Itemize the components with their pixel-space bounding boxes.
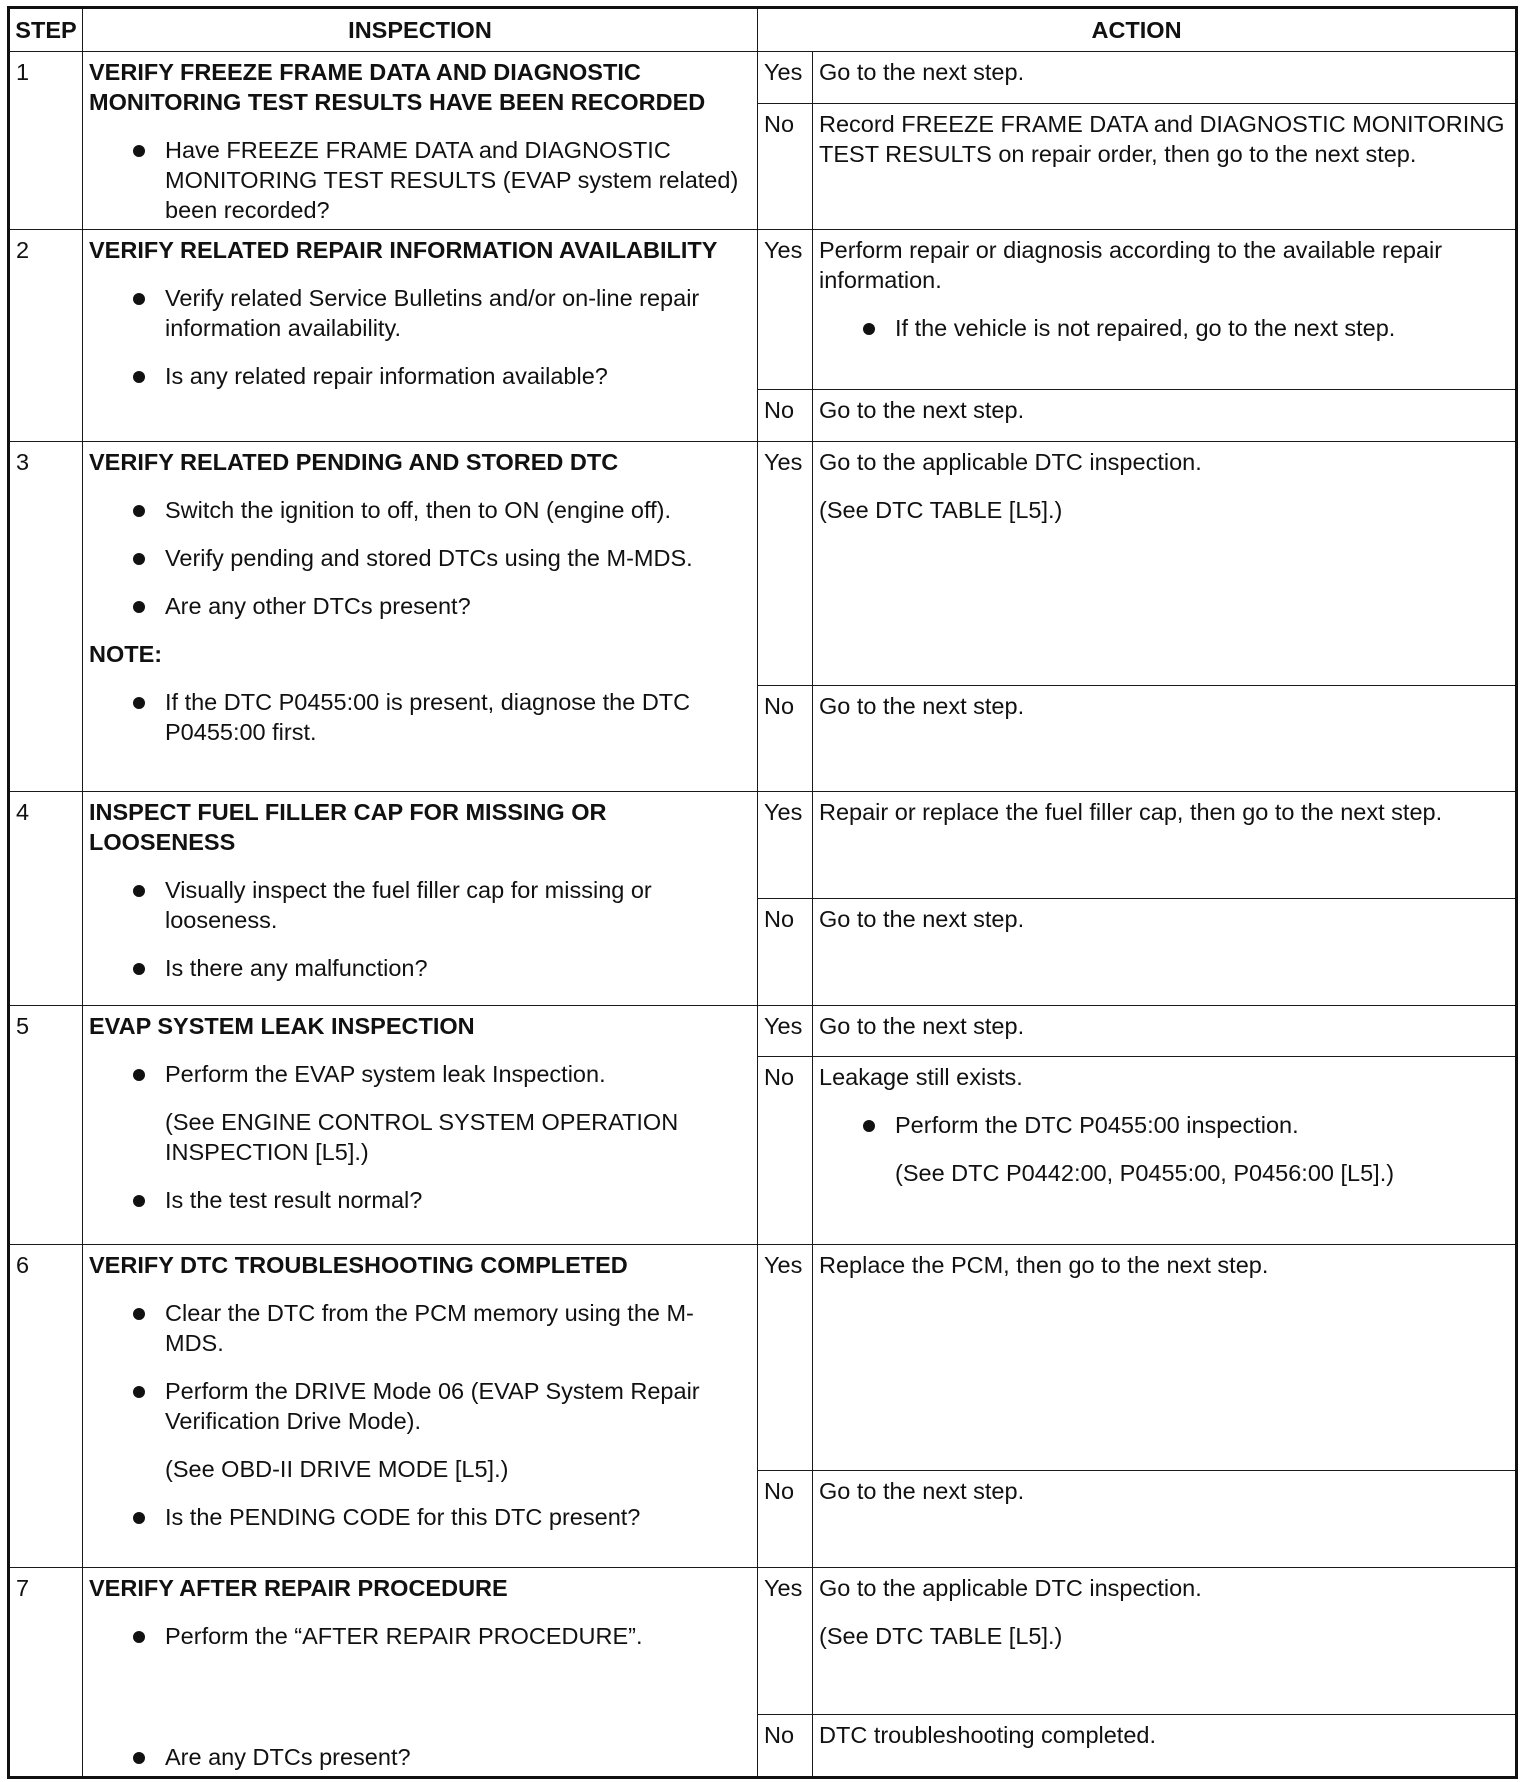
inspection-bullet — [89, 1742, 751, 1772]
bullet-text: Is the test result normal? — [165, 1187, 423, 1214]
bullet-text: Clear the DTC from the PCM memory using the M-MDS. — [165, 1299, 694, 1356]
inspection-bullet — [89, 135, 751, 225]
bullet-icon — [133, 1308, 145, 1320]
inspection-reference: (See OBD-II DRIVE MODE [L5].) — [165, 1455, 509, 1482]
step-2-yes-row — [9, 230, 1517, 389]
step-title: VERIFY RELATED PENDING AND STORED DTC — [89, 448, 619, 475]
step-inspection — [83, 230, 758, 441]
yes-label: Yes — [758, 441, 813, 685]
bullet-icon — [133, 371, 145, 383]
step-title: VERIFY RELATED REPAIR INFORMATION AVAILABILITY — [89, 237, 718, 264]
bullet-text: Is any related repair information available? — [165, 363, 608, 390]
step-3-yes-row — [9, 441, 1517, 685]
bullet-icon — [133, 505, 145, 517]
yes-action: Repair or replace the fuel filler cap, then go to the next step. — [813, 791, 1517, 898]
header-row — [9, 8, 1517, 52]
inspection-bullet — [89, 1185, 751, 1215]
bullet-text: Are any other DTCs present? — [165, 592, 471, 619]
step-title: VERIFY DTC TROUBLESHOOTING COMPLETED — [89, 1251, 628, 1278]
no-action — [813, 1057, 1517, 1244]
yes-label: Yes — [758, 1568, 813, 1714]
bullet-text: Have FREEZE FRAME DATA and DIAGNOSTIC MONITORING TEST RESULTS (EVAP system related) been recorded? — [165, 137, 739, 224]
bullet-icon — [133, 1069, 145, 1081]
action-bullet — [819, 313, 1509, 343]
yes-action-text: Go to the applicable DTC inspection. — [819, 1575, 1202, 1602]
no-action: Go to the next step. — [813, 1471, 1517, 1568]
bullet-icon — [863, 323, 875, 335]
bullet-icon — [133, 963, 145, 975]
inspection-bullet — [89, 1376, 751, 1436]
bullet-icon — [133, 697, 145, 709]
yes-action: Go to the next step. — [813, 1006, 1517, 1057]
bullet-text: Visually inspect the fuel filler cap for missing or looseness. — [165, 876, 652, 933]
step-number: 3 — [9, 441, 83, 791]
inspection-bullet — [89, 591, 751, 621]
inspection-bullet — [89, 953, 751, 983]
step-inspection — [83, 441, 758, 791]
yes-action-reference: (See DTC TABLE [L5].) — [819, 1623, 1063, 1650]
no-label: No — [758, 104, 813, 230]
note-title: NOTE: — [89, 640, 163, 667]
bullet-icon — [133, 1631, 145, 1643]
bullet-text: If the DTC P0455:00 is present, diagnose the DTC P0455:00 first. — [165, 688, 691, 745]
action-bullet — [819, 1110, 1509, 1140]
bullet-text: Is there any malfunction? — [165, 954, 428, 981]
note-bullet — [89, 687, 751, 747]
step-title: INSPECT FUEL FILLER CAP FOR MISSING OR LOOSENESS — [89, 798, 607, 855]
inspection-bullet — [89, 361, 751, 391]
header-inspection: INSPECTION — [83, 8, 758, 52]
yes-label: Yes — [758, 230, 813, 389]
procedure-table-container — [7, 6, 1515, 1779]
bullet-icon — [133, 1386, 145, 1398]
step-title: VERIFY FREEZE FRAME DATA AND DIAGNOSTIC MONITORING TEST RESULTS HAVE BEEN RECORDED — [89, 59, 706, 116]
inspection-bullet — [89, 875, 751, 935]
step-inspection — [83, 791, 758, 1005]
no-action: Go to the next step. — [813, 685, 1517, 791]
bullet-text: Perform the “AFTER REPAIR PROCEDURE”. — [165, 1623, 643, 1650]
step-inspection — [83, 1244, 758, 1568]
yes-action: Go to the next step. — [813, 52, 1517, 104]
yes-label: Yes — [758, 52, 813, 104]
inspection-bullet — [89, 1502, 751, 1532]
bullet-icon — [133, 1752, 145, 1764]
step-number: 7 — [9, 1568, 83, 1778]
bullet-icon — [133, 553, 145, 565]
bullet-text: Switch the ignition to off, then to ON (engine off). — [165, 496, 671, 523]
no-label: No — [758, 1714, 813, 1777]
step-7-yes-row — [9, 1568, 1517, 1714]
bullet-icon — [133, 885, 145, 897]
step-inspection — [83, 1006, 758, 1245]
no-label: No — [758, 685, 813, 791]
step-number: 2 — [9, 230, 83, 441]
no-label: No — [758, 898, 813, 1005]
no-action: Go to the next step. — [813, 898, 1517, 1005]
step-5-yes-row — [9, 1006, 1517, 1057]
bullet-icon — [133, 1195, 145, 1207]
step-number: 4 — [9, 791, 83, 1005]
bullet-icon — [133, 293, 145, 305]
yes-label: Yes — [758, 1006, 813, 1057]
step-title: VERIFY AFTER REPAIR PROCEDURE — [89, 1575, 508, 1602]
header-action: ACTION — [758, 8, 1517, 52]
bullet-text: Perform the DTC P0455:00 inspection. — [895, 1112, 1299, 1139]
diagnostic-procedure-table — [7, 6, 1518, 1779]
bullet-icon — [133, 601, 145, 613]
yes-label: Yes — [758, 791, 813, 898]
step-number: 5 — [9, 1006, 83, 1245]
inspection-bullet — [89, 495, 751, 525]
inspection-bullet — [89, 283, 751, 343]
step-inspection — [83, 1568, 758, 1778]
inspection-bullet — [89, 1298, 751, 1358]
yes-action — [813, 1568, 1517, 1714]
yes-action-text: Go to the applicable DTC inspection. — [819, 448, 1202, 475]
step-number: 6 — [9, 1244, 83, 1568]
bullet-text: Perform the EVAP system leak Inspection. — [165, 1061, 606, 1088]
step-6-yes-row — [9, 1244, 1517, 1471]
bullet-text: Are any DTCs present? — [165, 1744, 411, 1770]
inspection-bullet — [89, 1059, 751, 1089]
step-1-yes-row — [9, 52, 1517, 104]
no-action-reference: (See DTC P0442:00, P0455:00, P0456:00 [L5].) — [895, 1160, 1395, 1187]
no-label: No — [758, 389, 813, 441]
inspection-bullet — [89, 1621, 751, 1651]
yes-label: Yes — [758, 1244, 813, 1471]
yes-action-reference: (See DTC TABLE [L5].) — [819, 496, 1063, 523]
inspection-bullet — [89, 543, 751, 573]
step-number: 1 — [9, 52, 83, 230]
no-label: No — [758, 1057, 813, 1244]
no-action: Go to the next step. — [813, 389, 1517, 441]
yes-action — [813, 441, 1517, 685]
bullet-text: Is the PENDING CODE for this DTC present? — [165, 1503, 641, 1530]
bullet-text: If the vehicle is not repaired, go to the next step. — [895, 315, 1396, 342]
no-action: DTC troubleshooting completed. — [813, 1714, 1517, 1777]
no-label: No — [758, 1471, 813, 1568]
yes-action-text: Perform repair or diagnosis according to the available repair information. — [819, 237, 1443, 294]
bullet-text: Perform the DRIVE Mode 06 (EVAP System Repair Verification Drive Mode). — [165, 1377, 700, 1434]
inspection-reference: (See ENGINE CONTROL SYSTEM OPERATION INSPECTION [L5].) — [165, 1109, 679, 1166]
step-4-yes-row — [9, 791, 1517, 898]
bullet-icon — [133, 1512, 145, 1524]
bullet-icon — [863, 1120, 875, 1132]
header-step: STEP — [9, 8, 83, 52]
step-inspection — [83, 52, 758, 230]
bullet-icon — [133, 145, 145, 157]
no-action-text: Leakage still exists. — [819, 1064, 1023, 1091]
bullet-text: Verify related Service Bulletins and/or on-line repair information availability. — [165, 285, 700, 342]
bullet-text: Verify pending and stored DTCs using the M-MDS. — [165, 544, 693, 571]
step-title: EVAP SYSTEM LEAK INSPECTION — [89, 1013, 475, 1040]
no-action: Record FREEZE FRAME DATA and DIAGNOSTIC MONITORING TEST RESULTS on repair order, then go to the next step. — [813, 104, 1517, 230]
yes-action: Replace the PCM, then go to the next step. — [813, 1244, 1517, 1471]
yes-action — [813, 230, 1517, 389]
